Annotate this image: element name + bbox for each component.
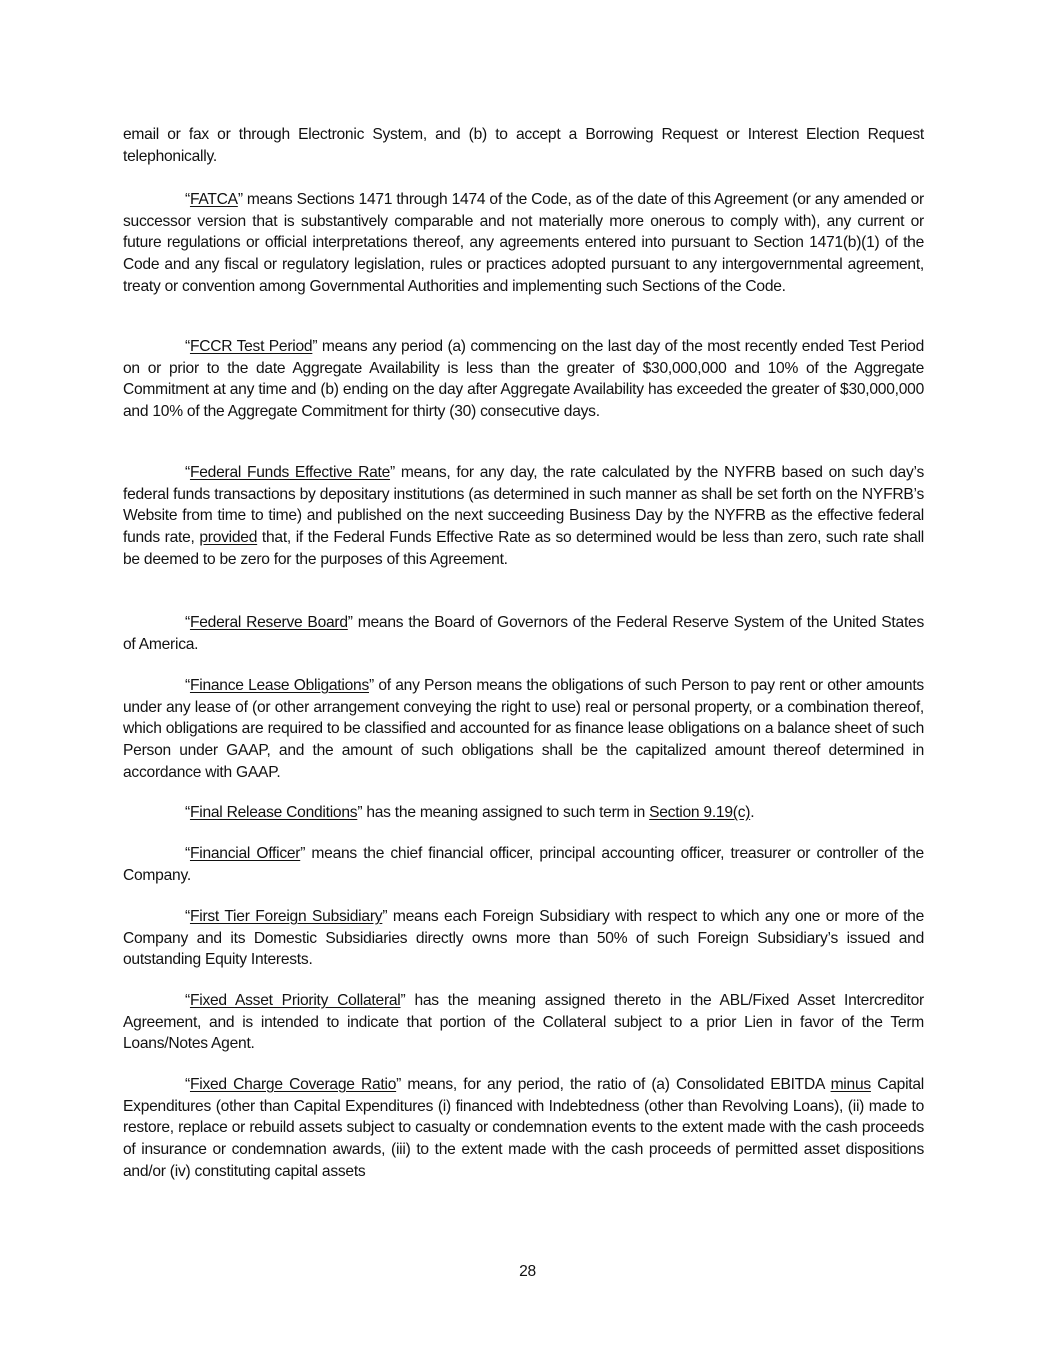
page-number: 28 (519, 1263, 536, 1280)
text-run: ” means the Board of Governors of the Federal Reserve System of the United States of America. (123, 614, 924, 653)
defined-term: First Tier Foreign Subsidiary (189, 908, 383, 925)
definition-federal-reserve-board (123, 612, 924, 655)
definition-fatca (123, 189, 924, 298)
defined-term: minus (830, 1076, 871, 1093)
text-run: “ (185, 191, 190, 208)
defined-term: Fixed Asset Priority Collateral (189, 992, 401, 1009)
text-run: “ (185, 908, 190, 925)
text-run: “ (185, 338, 190, 355)
definition-final-release-conditions (123, 802, 924, 824)
text-run: “ (185, 845, 190, 862)
text-run: “ (185, 614, 190, 631)
defined-term: provided (199, 529, 258, 547)
text-run: “ (185, 677, 190, 694)
text-run: ” means the chief financial officer, principal accounting officer, treasurer or controller of the Company. (123, 845, 924, 884)
definition-first-tier-foreign-subsidiary (123, 906, 924, 971)
definition-finance-lease-obligations (123, 675, 924, 784)
definition-fccr-test-period (123, 336, 924, 423)
defined-term: Final Release Conditions (189, 804, 358, 821)
text-run: email or fax or through Electronic System, and (b) to accept a Borrowing Request or Interest Election Request telephonically. (123, 126, 924, 165)
text-run: ” has the meaning assigned thereto in the ABL/Fixed Asset Intercreditor Agreement, and is intended to indicate that portion of the Collateral subject to a prior Lien in favor of the Term Loans/Notes Agent. (123, 992, 925, 1053)
defined-term: FCCR Test Period (189, 338, 313, 355)
defined-term: Financial Officer (189, 845, 301, 862)
text-run: ” means any period (a) commencing on the last day of the most recently ended Test Period on or prior to the date Aggregate Availability is less than the greater of $30,000,000 and 10% of the Aggregate Commitment at any time and (b) ending on the day after Aggregate Availability has exceeded the greater of $30,000,000 and 10% of the Aggregate Commitment for thirty (30) consecutive days. (123, 338, 924, 421)
text-run: ” means Sections 1471 through 1474 of the Code, as of the date of this Agreement (or any amended or successor version that is substantively comparable and not materially more onerous to comply with), any current or future regulations or official interpretations thereof, any agreements entered into pursuant to Section 1471(b)(1) of the Code and any fiscal or regulatory legislation, rules or practices adopted pursuant to any intergovernmental agreement, treaty or convention among Governmental Authorities and implementing such Sections of the Code. (123, 191, 924, 295)
text-run: ” has the meaning assigned to such term in (357, 804, 650, 821)
definition-financial-officer (123, 843, 924, 886)
defined-term: FATCA (189, 191, 238, 208)
defined-term: Federal Funds Effective Rate (189, 464, 391, 481)
text-run: Capital Expenditures (other than Capital Expenditures (i) financed with Indebtedness (other than Revolving Loans), (ii) made to restore, replace or rebuild assets subject to casualty or condemnation events to the extent made with the cash proceeds of insurance or condemnation awards, (iii) to the extent made with the cash proceeds of permitted asset dispositions and/or (iv) constituting capital assets (123, 1076, 925, 1180)
text-run: ” of any Person means the obligations of such Person to pay rent or other amounts under any lease of (or other arrangement conveying the right to use) real or personal property, or a combination thereof, which obligations are required to be classified and accounted for as finance lease obligations on a balance sheet of such Person under GAAP, and the amount of such obligations shall be the capitalized amount thereof determined in accordance with GAAP. (123, 677, 924, 781)
defined-term: Fixed Charge Coverage Ratio (189, 1076, 397, 1093)
text-run: “ (185, 992, 190, 1009)
text-run: ” means each Foreign Subsidiary with respect to which any one or more of the Company and its Domestic Subsidiaries directly owns more than 50% of such Foreign Subsidiary’s issued and outstanding Equity Interests. (123, 908, 924, 969)
text-run: . (750, 804, 755, 821)
defined-term: Section 9.19(c) (649, 804, 751, 821)
defined-term: Federal Reserve Board (189, 614, 348, 631)
definition-fixed-charge-coverage-ratio (123, 1074, 924, 1183)
text-run: “ (185, 804, 190, 821)
defined-term: Finance Lease Obligations (189, 677, 369, 694)
paragraph-continuation (123, 124, 924, 167)
definition-fixed-asset-priority-collateral (123, 990, 924, 1055)
text-run: “ (185, 464, 190, 481)
text-run: ” means, for any period, the ratio of (a) Consolidated EBITDA (396, 1076, 831, 1093)
text-run: “ (185, 1076, 190, 1093)
definition-federal-funds-effective-rate (123, 462, 924, 571)
text-run: that, if the Federal Funds Effective Rate as so determined would be less than zero, such rate shall be deemed to be zero for the purposes of this Agreement. (123, 529, 925, 568)
text-run: ” means, for any day, the rate calculated by the NYFRB based on such day’s federal funds transactions by depositary institutions (as determined in such manner as shall be set forth on the NYFRB’s Website from time to time) and published on the next succeeding Business Day by the NYFRB as the effective federal funds rate, (123, 464, 925, 547)
